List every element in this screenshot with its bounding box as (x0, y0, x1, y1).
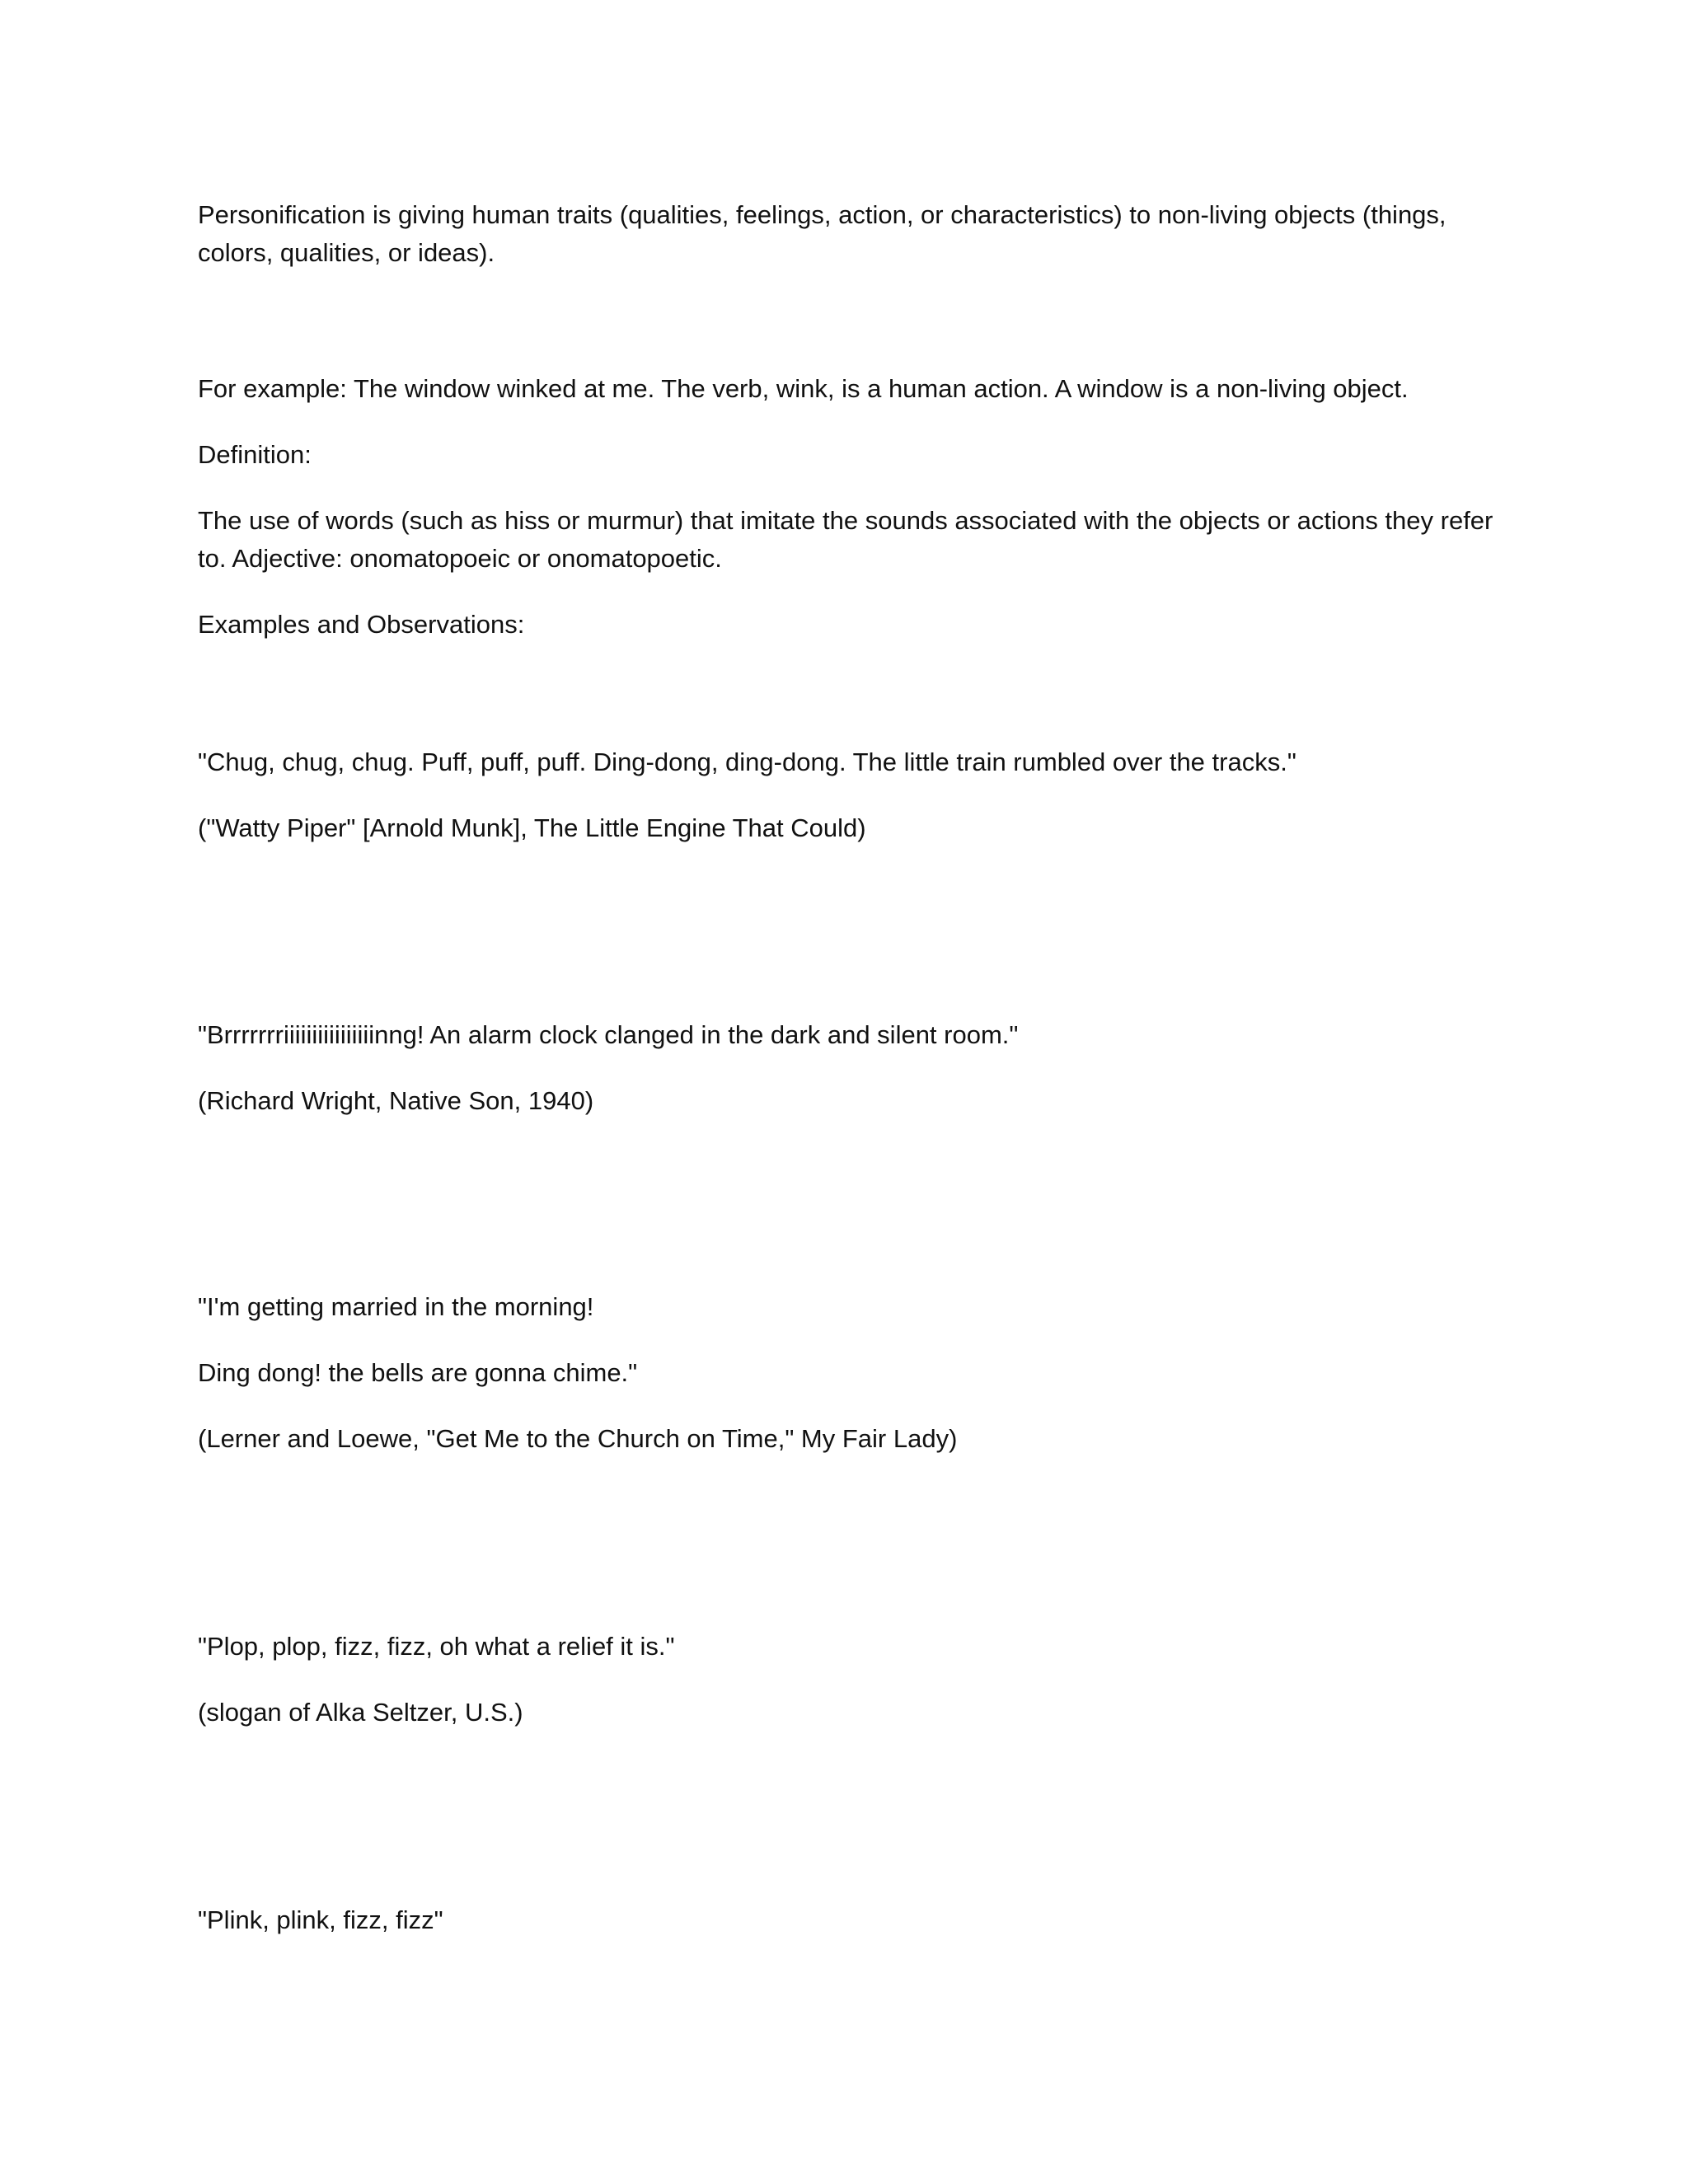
quote-native-son: "Brrrrrrriiiiiiiiiiiiiiiinng! An alarm clock clanged in the dark and silent room." (198, 1020, 1019, 1049)
quote-little-engine: "Chug, chug, chug. Puff, puff, puff. Ding-dong, ding-dong. The little train rumbled over the tracks." (198, 748, 1296, 776)
quote-plink-plink: "Plink, plink, fizz, fizz" (198, 1905, 443, 1934)
quote-my-fair-lady-line1: "I'm getting married in the morning! (198, 1292, 594, 1321)
onomatopoeia-definition: The use of words (such as hiss or murmur) that imitate the sounds associated with the objects or actions they refer to. Adjective: onomatopoeic or onomatopoetic. (198, 506, 1493, 573)
personification-example: For example: The window winked at me. The verb, wink, is a human action. A window is a non-living object. (198, 374, 1409, 403)
definition-heading: Definition: (198, 440, 312, 469)
quote-my-fair-lady-line2: Ding dong! the bells are gonna chime." (198, 1358, 638, 1387)
personification-definition: Personification is giving human traits (qualities, feelings, action, or characteristics) to non-living objects (things, colors, qualities, or ideas). (198, 200, 1447, 267)
citation-native-son: (Richard Wright, Native Son, 1940) (198, 1086, 594, 1115)
citation-little-engine: ("Watty Piper" [Arnold Munk], The Little Engine That Could) (198, 813, 866, 842)
quote-alka-seltzer: "Plop, plop, fizz, fizz, oh what a relief it is." (198, 1632, 675, 1661)
citation-my-fair-lady: (Lerner and Loewe, "Get Me to the Church on Time," My Fair Lady) (198, 1424, 958, 1453)
examples-heading: Examples and Observations: (198, 610, 525, 639)
citation-alka-seltzer: (slogan of Alka Seltzer, U.S.) (198, 1698, 523, 1727)
